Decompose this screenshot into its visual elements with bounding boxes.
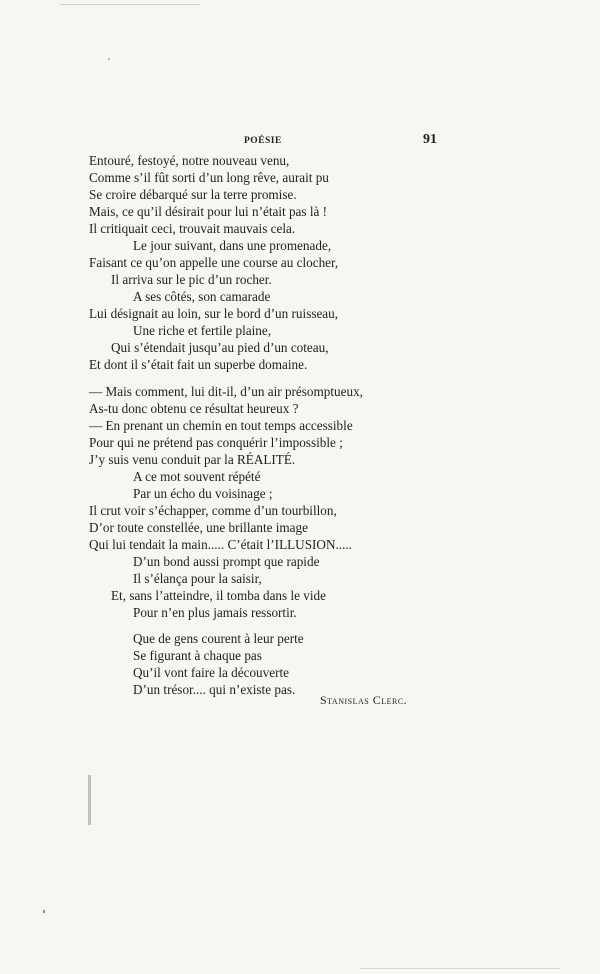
page-number: 91	[423, 132, 437, 147]
scan-artifact	[360, 968, 560, 969]
poem-line: Qui s’étendait jusqu’au pied d’un coteau,	[111, 340, 329, 355]
scan-artifact	[108, 58, 110, 60]
poem-line: Se croire débarqué sur la terre promise.	[89, 187, 297, 202]
poem-line: A ce mot souvent répété	[133, 469, 261, 484]
poem-line: — En prenant un chemin en tout temps accessible	[89, 418, 353, 433]
poem-line: Pour n’en plus jamais ressortir.	[133, 605, 297, 620]
poem-line: J’y suis venu conduit par la RÉALITÉ.	[89, 452, 296, 467]
poem-line: D’un bond aussi prompt que rapide	[133, 554, 320, 569]
poem-line: A ses côtés, son camarade	[133, 289, 271, 304]
poem-line: D’or toute constellée, une brillante image	[89, 520, 308, 535]
poem-line: Et dont il s’était fait un superbe domaine.	[89, 357, 308, 372]
poem-line: Le jour suivant, dans une promenade,	[133, 238, 332, 253]
scan-artifact	[60, 4, 200, 5]
poem-line: As-tu donc obtenu ce résultat heureux ?	[89, 401, 299, 416]
scan-artifact	[88, 775, 91, 825]
poem-line: Il arriva sur le pic d’un rocher.	[111, 272, 272, 287]
poem-line: D’un trésor.... qui n’existe pas.	[133, 682, 296, 697]
poem-line: Faisant ce qu’on appelle une course au clocher,	[89, 255, 339, 270]
author-signature: Stanislas Clerc.	[320, 693, 408, 707]
poem-line: Mais, ce qu’il désirait pour lui n’était pas là !	[89, 204, 328, 219]
poem-line: Se figurant à chaque pas	[133, 648, 262, 663]
poem-line: Il s’élança pour la saisir,	[133, 571, 262, 586]
poem-line: Que de gens courent à leur perte	[133, 631, 304, 646]
running-header: POÉSIE	[244, 136, 282, 146]
scan-artifact	[43, 910, 45, 913]
poem-line: Et, sans l’atteindre, il tomba dans le vide	[111, 588, 326, 603]
poem-line: Qu’il vont faire la découverte	[133, 665, 289, 680]
poem-line: Qui lui tendait la main..... C’était l’ILLUSION.....	[89, 537, 352, 552]
poem-line: Il critiquait ceci, trouvait mauvais cela.	[89, 221, 296, 236]
poem-line: — Mais comment, lui dit-il, d’un air présomptueux,	[89, 384, 363, 399]
poem-line: Par un écho du voisinage ;	[133, 486, 273, 501]
poem-line: Comme s’il fût sorti d’un long rêve, aurait pu	[89, 170, 329, 185]
poem-line: Il crut voir s’échapper, comme d’un tourbillon,	[89, 503, 337, 518]
poem-line: Lui désignait au loin, sur le bord d’un ruisseau,	[89, 306, 339, 321]
poem-line: Une riche et fertile plaine,	[133, 323, 272, 338]
poem-line: Entouré, festoyé, notre nouveau venu,	[89, 153, 290, 168]
poem-line: Pour qui ne prétend pas conquérir l’impossible ;	[89, 435, 343, 450]
